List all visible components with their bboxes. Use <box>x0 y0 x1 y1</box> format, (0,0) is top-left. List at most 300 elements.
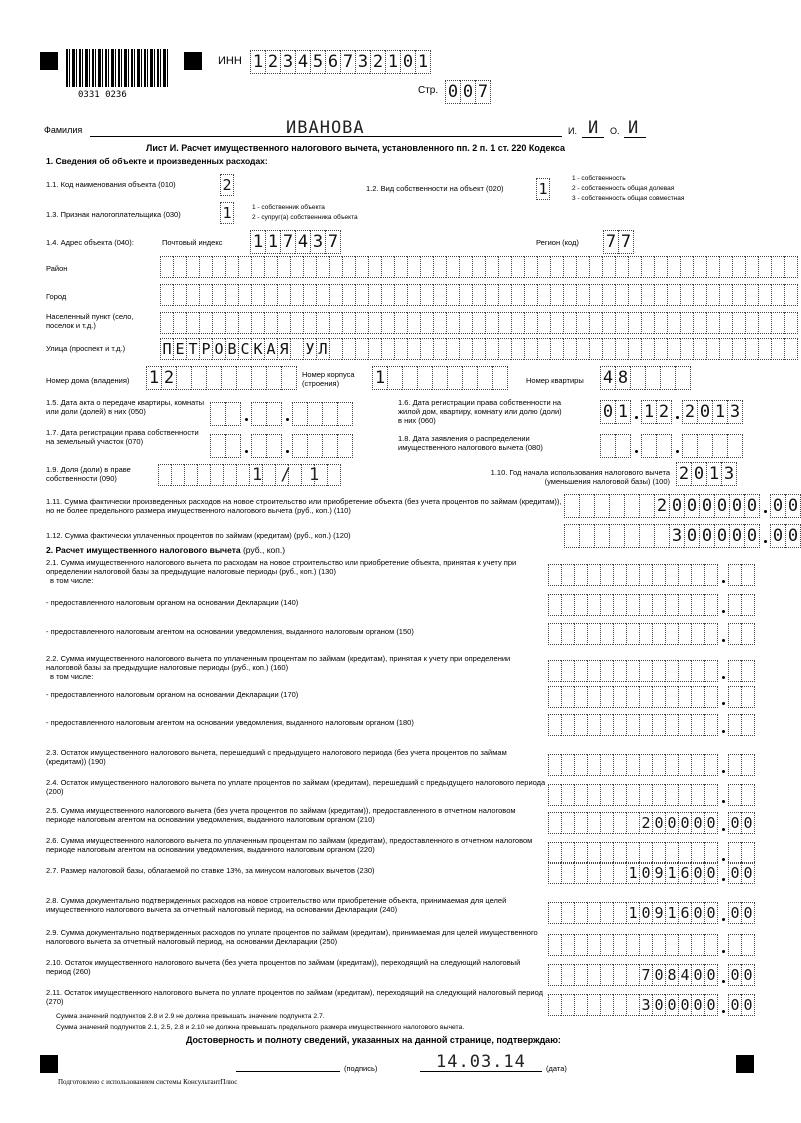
building-cells[interactable] <box>372 366 508 390</box>
street-cell[interactable] <box>342 338 355 360</box>
settlement-cell[interactable] <box>758 312 771 334</box>
amount-kop-cell[interactable]: 0 <box>741 862 755 884</box>
f19-cell[interactable] <box>236 464 249 486</box>
amount-cell[interactable] <box>587 686 600 708</box>
district-cell[interactable] <box>589 256 602 278</box>
amount-cell[interactable] <box>639 714 652 736</box>
amount-cell[interactable] <box>600 594 613 616</box>
f111-cell[interactable]: 0 <box>770 494 785 518</box>
amount-cell[interactable] <box>691 842 704 864</box>
inn-cell[interactable]: 1 <box>250 50 265 74</box>
district-cell[interactable] <box>602 256 615 278</box>
district-cell[interactable] <box>706 256 719 278</box>
amount-cell[interactable] <box>613 623 626 645</box>
amount-cell[interactable] <box>626 714 639 736</box>
district-cell[interactable] <box>407 256 420 278</box>
amount-cell[interactable] <box>587 812 600 834</box>
f15-cell[interactable] <box>225 402 241 426</box>
street-cell[interactable] <box>602 338 615 360</box>
f17-cell[interactable] <box>292 434 307 458</box>
settlement-cell[interactable] <box>706 312 719 334</box>
amount-cell[interactable] <box>691 754 704 776</box>
district-cell[interactable] <box>641 256 654 278</box>
settlement-cell[interactable] <box>238 312 251 334</box>
building-cell[interactable] <box>462 366 477 390</box>
amount-cell[interactable] <box>704 594 718 616</box>
amount-kop-cell[interactable] <box>741 564 755 586</box>
f111-cell[interactable] <box>564 494 579 518</box>
amount-cell[interactable] <box>613 686 626 708</box>
amount-kop-cell[interactable] <box>741 934 755 956</box>
street-cell[interactable] <box>524 338 537 360</box>
f112-cell[interactable] <box>609 524 624 548</box>
f112-cell[interactable]: 0 <box>744 524 760 548</box>
district-cell[interactable] <box>173 256 186 278</box>
settlement-cell[interactable] <box>784 312 798 334</box>
amount-cell[interactable] <box>691 564 704 586</box>
amount-cell[interactable]: 1 <box>626 902 639 924</box>
amount-cell[interactable] <box>548 564 561 586</box>
district-cell[interactable] <box>732 256 745 278</box>
amount-cell[interactable] <box>691 686 704 708</box>
amount-cell[interactable] <box>652 660 665 682</box>
district-cell[interactable] <box>654 256 667 278</box>
city-cell[interactable] <box>615 284 628 306</box>
district-cell[interactable] <box>771 256 784 278</box>
amount-cell[interactable] <box>561 686 574 708</box>
page-number-cells[interactable] <box>445 80 491 104</box>
street-cell[interactable] <box>654 338 667 360</box>
district-cell[interactable] <box>329 256 342 278</box>
amount-cell[interactable] <box>613 564 626 586</box>
f111-cell[interactable]: 0 <box>699 494 714 518</box>
flat-cell[interactable]: 4 <box>600 366 615 390</box>
f15-cell[interactable] <box>251 402 266 426</box>
f13-cell[interactable] <box>220 202 234 224</box>
city-cell[interactable] <box>264 284 277 306</box>
settlement-cell[interactable] <box>563 312 576 334</box>
f17-cell[interactable] <box>225 434 241 458</box>
amount-cell[interactable]: 0 <box>678 812 691 834</box>
amount-cell[interactable] <box>691 784 704 806</box>
amount-cell[interactable] <box>561 842 574 864</box>
house-cell[interactable] <box>176 366 191 390</box>
amount-cell[interactable] <box>574 686 587 708</box>
amount-cell[interactable] <box>613 812 626 834</box>
f110-cells[interactable] <box>676 462 737 486</box>
f112-cell[interactable] <box>594 524 609 548</box>
section2-row-amount[interactable] <box>548 784 755 806</box>
street-cell[interactable] <box>589 338 602 360</box>
f15-cell[interactable] <box>322 402 337 426</box>
city-cell[interactable] <box>576 284 589 306</box>
amount-kop-cell[interactable]: 0 <box>728 964 741 986</box>
amount-cell[interactable] <box>704 564 718 586</box>
f112-cell[interactable] <box>579 524 594 548</box>
street-cell[interactable]: Р <box>199 338 212 360</box>
city-cell[interactable] <box>394 284 407 306</box>
amount-cell[interactable] <box>626 784 639 806</box>
inn-cell[interactable]: 0 <box>400 50 415 74</box>
house-cell[interactable] <box>236 366 251 390</box>
street-cell[interactable] <box>420 338 433 360</box>
initial-i-value[interactable]: И <box>588 118 600 138</box>
amount-cell[interactable] <box>678 842 691 864</box>
amount-cell[interactable] <box>587 594 600 616</box>
f15-cell[interactable] <box>337 402 353 426</box>
amount-cell[interactable] <box>652 934 665 956</box>
amount-cell[interactable] <box>639 784 652 806</box>
house-cell[interactable] <box>266 366 281 390</box>
amount-cell[interactable] <box>639 623 652 645</box>
district-cell[interactable] <box>160 256 173 278</box>
section2-row-amount[interactable] <box>548 623 755 645</box>
f17-cell[interactable] <box>266 434 282 458</box>
building-cell[interactable]: 1 <box>372 366 387 390</box>
postcode-cell[interactable]: 4 <box>295 230 310 254</box>
f19-cell[interactable] <box>223 464 236 486</box>
f17-cell[interactable] <box>307 434 322 458</box>
amount-cell[interactable] <box>652 594 665 616</box>
street-cell[interactable] <box>355 338 368 360</box>
city-cell[interactable] <box>602 284 615 306</box>
f18-cell[interactable] <box>727 434 743 458</box>
street-cell[interactable]: П <box>160 338 173 360</box>
f19-cell[interactable] <box>327 464 341 486</box>
city-cell[interactable] <box>368 284 381 306</box>
amount-cell[interactable] <box>626 994 639 1016</box>
district-cell[interactable] <box>680 256 693 278</box>
city-cell[interactable] <box>771 284 784 306</box>
house-cell[interactable]: 1 <box>146 366 161 390</box>
street-cell[interactable] <box>784 338 798 360</box>
amount-cell[interactable] <box>600 862 613 884</box>
street-cell[interactable] <box>485 338 498 360</box>
settlement-cell[interactable] <box>173 312 186 334</box>
street-cell[interactable]: Е <box>173 338 186 360</box>
settlement-cell[interactable] <box>264 312 277 334</box>
region-cell[interactable]: 7 <box>618 230 634 254</box>
f16-cell[interactable]: 0 <box>697 400 712 424</box>
amount-cell[interactable] <box>665 686 678 708</box>
f16-date-cells[interactable] <box>600 400 743 424</box>
amount-kop-cell[interactable] <box>728 934 741 956</box>
inn-cell[interactable]: 7 <box>340 50 355 74</box>
city-cell[interactable] <box>680 284 693 306</box>
district-cell[interactable] <box>420 256 433 278</box>
inn-cell[interactable]: 3 <box>355 50 370 74</box>
f112-cell[interactable]: 0 <box>729 524 744 548</box>
street-cell[interactable] <box>615 338 628 360</box>
settlement-cell[interactable] <box>511 312 524 334</box>
amount-cell[interactable]: 7 <box>639 964 652 986</box>
district-cell[interactable] <box>485 256 498 278</box>
amount-cell[interactable] <box>561 714 574 736</box>
amount-cell[interactable] <box>600 714 613 736</box>
f112-amount-cells[interactable] <box>564 524 801 548</box>
settlement-cell[interactable] <box>654 312 667 334</box>
city-cell[interactable] <box>186 284 199 306</box>
section2-row-amount[interactable] <box>548 564 755 586</box>
amount-cell[interactable] <box>561 994 574 1016</box>
street-cell[interactable] <box>693 338 706 360</box>
f111-cell[interactable] <box>624 494 639 518</box>
amount-cell[interactable] <box>574 660 587 682</box>
district-cell[interactable] <box>225 256 238 278</box>
settlement-cell[interactable] <box>446 312 459 334</box>
street-cell[interactable]: К <box>251 338 264 360</box>
amount-cell[interactable] <box>626 934 639 956</box>
amount-cell[interactable] <box>691 623 704 645</box>
f18-cell[interactable] <box>712 434 727 458</box>
f11-value[interactable]: 2 <box>220 174 234 196</box>
f112-cell[interactable]: 0 <box>699 524 714 548</box>
city-cell[interactable] <box>732 284 745 306</box>
amount-cell[interactable] <box>704 623 718 645</box>
amount-cell[interactable] <box>587 994 600 1016</box>
amount-kop-cell[interactable] <box>741 594 755 616</box>
city-cell[interactable] <box>667 284 680 306</box>
amount-cell[interactable] <box>600 842 613 864</box>
city-cell[interactable] <box>290 284 303 306</box>
inn-cell[interactable]: 6 <box>325 50 340 74</box>
city-cell[interactable] <box>524 284 537 306</box>
house-cell[interactable] <box>251 366 266 390</box>
f17-cell[interactable] <box>322 434 337 458</box>
city-cell[interactable] <box>446 284 459 306</box>
street-cell[interactable] <box>394 338 407 360</box>
city-cell[interactable] <box>758 284 771 306</box>
district-cell[interactable] <box>199 256 212 278</box>
amount-cell[interactable] <box>587 964 600 986</box>
inn-cell[interactable]: 2 <box>370 50 385 74</box>
amount-cell[interactable] <box>639 754 652 776</box>
amount-cell[interactable] <box>613 994 626 1016</box>
amount-cell[interactable] <box>639 564 652 586</box>
amount-cell[interactable] <box>548 686 561 708</box>
f112-cell[interactable]: 0 <box>684 524 699 548</box>
amount-cell[interactable] <box>639 934 652 956</box>
house-cell[interactable] <box>221 366 236 390</box>
city-cell[interactable] <box>706 284 719 306</box>
settlement-cell[interactable] <box>381 312 394 334</box>
amount-cell[interactable] <box>574 784 587 806</box>
amount-cell[interactable] <box>561 564 574 586</box>
district-cell[interactable] <box>576 256 589 278</box>
amount-kop-cell[interactable] <box>741 754 755 776</box>
amount-cell[interactable] <box>665 842 678 864</box>
f112-cell[interactable] <box>654 524 669 548</box>
city-cell[interactable] <box>420 284 433 306</box>
settlement-cell[interactable] <box>745 312 758 334</box>
f16-cell[interactable]: 1 <box>641 400 656 424</box>
f112-cell[interactable] <box>564 524 579 548</box>
city-cell[interactable] <box>225 284 238 306</box>
settlement-cell[interactable] <box>212 312 225 334</box>
inn-cell[interactable]: 4 <box>295 50 310 74</box>
street-cells[interactable] <box>160 338 798 360</box>
amount-cell[interactable] <box>613 934 626 956</box>
amount-cell[interactable] <box>665 660 678 682</box>
city-cell[interactable] <box>212 284 225 306</box>
f19-cell[interactable] <box>171 464 184 486</box>
amount-cell[interactable] <box>574 902 587 924</box>
settlement-cell[interactable] <box>394 312 407 334</box>
building-cell[interactable] <box>492 366 508 390</box>
building-cell[interactable] <box>432 366 447 390</box>
amount-cell[interactable] <box>548 964 561 986</box>
surname-value[interactable]: ИВАНОВА <box>286 118 365 138</box>
settlement-cell[interactable] <box>732 312 745 334</box>
f111-cell[interactable]: 0 <box>785 494 801 518</box>
f16-cell[interactable]: 1 <box>615 400 631 424</box>
city-cell[interactable] <box>303 284 316 306</box>
city-cell[interactable] <box>589 284 602 306</box>
settlement-cell[interactable] <box>680 312 693 334</box>
street-cell[interactable] <box>472 338 485 360</box>
settlement-cell[interactable] <box>537 312 550 334</box>
street-cell[interactable] <box>628 338 641 360</box>
amount-cell[interactable]: 0 <box>652 812 665 834</box>
amount-kop-cell[interactable] <box>728 754 741 776</box>
amount-cell[interactable] <box>704 934 718 956</box>
amount-cell[interactable]: 0 <box>704 994 718 1016</box>
city-cell[interactable] <box>563 284 576 306</box>
street-cell[interactable] <box>329 338 342 360</box>
amount-cell[interactable] <box>704 842 718 864</box>
f111-cell[interactable] <box>609 494 624 518</box>
amount-cell[interactable] <box>626 964 639 986</box>
district-cell[interactable] <box>277 256 290 278</box>
amount-cell[interactable]: 0 <box>691 964 704 986</box>
street-cell[interactable]: А <box>264 338 277 360</box>
street-cell[interactable]: Я <box>277 338 290 360</box>
street-cell[interactable]: У <box>303 338 316 360</box>
amount-cell[interactable] <box>665 623 678 645</box>
amount-cell[interactable] <box>561 784 574 806</box>
amount-cell[interactable]: 0 <box>691 812 704 834</box>
amount-cell[interactable] <box>639 660 652 682</box>
district-cell[interactable] <box>355 256 368 278</box>
city-cell[interactable] <box>316 284 329 306</box>
amount-cell[interactable] <box>652 714 665 736</box>
f111-cell[interactable] <box>579 494 594 518</box>
amount-cell[interactable]: 1 <box>626 862 639 884</box>
house-cell[interactable] <box>191 366 206 390</box>
district-cell[interactable] <box>758 256 771 278</box>
district-cell[interactable] <box>368 256 381 278</box>
f111-cell[interactable] <box>594 494 609 518</box>
city-cell[interactable] <box>342 284 355 306</box>
house-cell[interactable]: 2 <box>161 366 176 390</box>
initial-o-value[interactable]: И <box>628 118 640 138</box>
building-cell[interactable] <box>402 366 417 390</box>
street-cell[interactable] <box>290 338 303 360</box>
building-cell[interactable] <box>447 366 462 390</box>
amount-cell[interactable] <box>704 660 718 682</box>
city-cells[interactable] <box>160 284 798 306</box>
amount-cell[interactable] <box>665 564 678 586</box>
settlement-cell[interactable] <box>615 312 628 334</box>
amount-cell[interactable] <box>678 934 691 956</box>
f16-cell[interactable]: 2 <box>682 400 697 424</box>
city-cell[interactable] <box>199 284 212 306</box>
postcode-cells[interactable] <box>250 230 341 254</box>
section2-row-amount[interactable] <box>548 812 755 834</box>
amount-cell[interactable] <box>665 714 678 736</box>
street-cell[interactable] <box>550 338 563 360</box>
amount-cell[interactable] <box>678 686 691 708</box>
amount-cell[interactable] <box>600 660 613 682</box>
amount-cell[interactable] <box>548 934 561 956</box>
amount-cell[interactable] <box>678 784 691 806</box>
f19-cell[interactable] <box>158 464 171 486</box>
amount-cell[interactable] <box>561 812 574 834</box>
street-cell[interactable] <box>771 338 784 360</box>
district-cell[interactable] <box>251 256 264 278</box>
amount-cell[interactable] <box>678 594 691 616</box>
city-cell[interactable] <box>550 284 563 306</box>
amount-cell[interactable] <box>613 964 626 986</box>
settlement-cell[interactable] <box>667 312 680 334</box>
settlement-cell[interactable] <box>576 312 589 334</box>
flat-cells[interactable] <box>600 366 691 390</box>
settlement-cell[interactable] <box>719 312 732 334</box>
street-cell[interactable] <box>433 338 446 360</box>
amount-cell[interactable] <box>678 623 691 645</box>
city-cell[interactable] <box>654 284 667 306</box>
amount-kop-cell[interactable]: 0 <box>741 812 755 834</box>
f112-cell[interactable] <box>639 524 654 548</box>
inn-cells[interactable] <box>250 50 431 74</box>
city-cell[interactable] <box>641 284 654 306</box>
settlement-cell[interactable] <box>420 312 433 334</box>
f11-cell[interactable] <box>220 174 234 196</box>
district-cell[interactable] <box>667 256 680 278</box>
amount-cell[interactable] <box>561 660 574 682</box>
f111-cell[interactable]: 0 <box>729 494 744 518</box>
street-cell[interactable] <box>641 338 654 360</box>
signature-line[interactable] <box>236 1071 340 1072</box>
amount-cell[interactable] <box>548 994 561 1016</box>
district-cell[interactable] <box>498 256 511 278</box>
amount-cell[interactable]: 0 <box>704 902 718 924</box>
f15-cell[interactable] <box>307 402 322 426</box>
amount-cell[interactable] <box>613 842 626 864</box>
district-cell[interactable] <box>433 256 446 278</box>
amount-cell[interactable]: 0 <box>665 812 678 834</box>
amount-kop-cell[interactable] <box>741 842 755 864</box>
flat-cell[interactable] <box>630 366 645 390</box>
city-cell[interactable] <box>745 284 758 306</box>
amount-kop-cell[interactable] <box>741 686 755 708</box>
district-cell[interactable] <box>719 256 732 278</box>
amount-kop-cell[interactable] <box>741 660 755 682</box>
district-cell[interactable] <box>563 256 576 278</box>
house-cell[interactable] <box>281 366 297 390</box>
amount-cell[interactable] <box>600 623 613 645</box>
amount-cell[interactable] <box>691 594 704 616</box>
street-cell[interactable] <box>706 338 719 360</box>
f16-cell[interactable]: 3 <box>727 400 743 424</box>
street-cell[interactable] <box>576 338 589 360</box>
amount-kop-cell[interactable] <box>741 784 755 806</box>
settlement-cell[interactable] <box>589 312 602 334</box>
amount-cell[interactable] <box>639 594 652 616</box>
inn-cell[interactable]: 5 <box>310 50 325 74</box>
f17-date-cells[interactable] <box>210 434 353 458</box>
amount-cell[interactable] <box>574 594 587 616</box>
